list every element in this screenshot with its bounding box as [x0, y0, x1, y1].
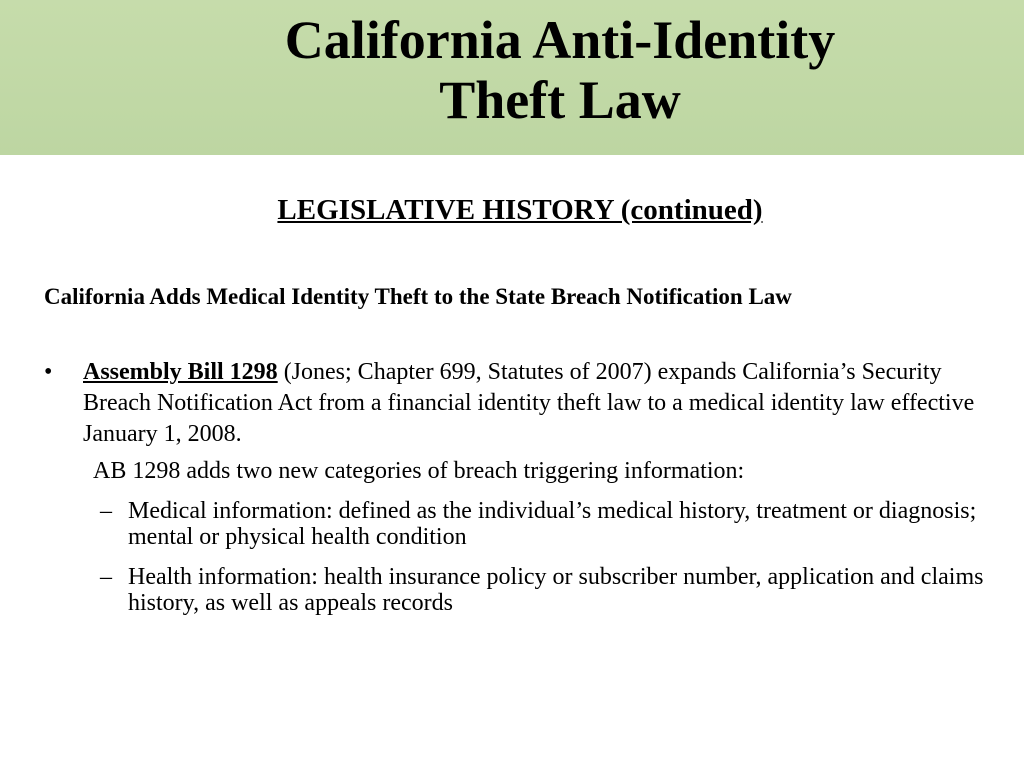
- bill-name: Assembly Bill 1298: [83, 359, 278, 385]
- list-item-text: Health information: health insurance policy or subscriber number, application and claims history, as well as appeals records: [128, 564, 984, 616]
- bullet-mark: •: [44, 359, 53, 385]
- bullet-assembly-bill: [44, 357, 994, 450]
- bill-description: (Jones; Chapter 699, Statutes of 2007) expands California’s Security Breach Notification Act from a financial identity theft law to a medical identity law effective January 1, 2008.: [83, 359, 975, 447]
- list-item-text: Medical information: defined as the individual’s medical history, treatment or diagnosis; mental or physical health condition: [128, 498, 977, 550]
- slide-title: [200, 10, 920, 130]
- section-heading: California Adds Medical Identity Theft to the State Breach Notification Law: [44, 284, 792, 309]
- slide-subtitle: LEGISLATIVE HISTORY (continued): [277, 194, 763, 226]
- title-line-2: Theft Law: [439, 70, 681, 130]
- title-line-1: California Anti-Identity: [284, 10, 836, 70]
- list-item-medical-information: [100, 498, 990, 550]
- list-item-health-information: [100, 564, 990, 616]
- bullet-text: [83, 357, 994, 450]
- dash-mark: –: [100, 498, 112, 524]
- dash-mark: –: [100, 564, 112, 590]
- title-banner: [0, 0, 1024, 155]
- categories-intro: AB 1298 adds two new categories of breach triggering information:: [93, 458, 745, 484]
